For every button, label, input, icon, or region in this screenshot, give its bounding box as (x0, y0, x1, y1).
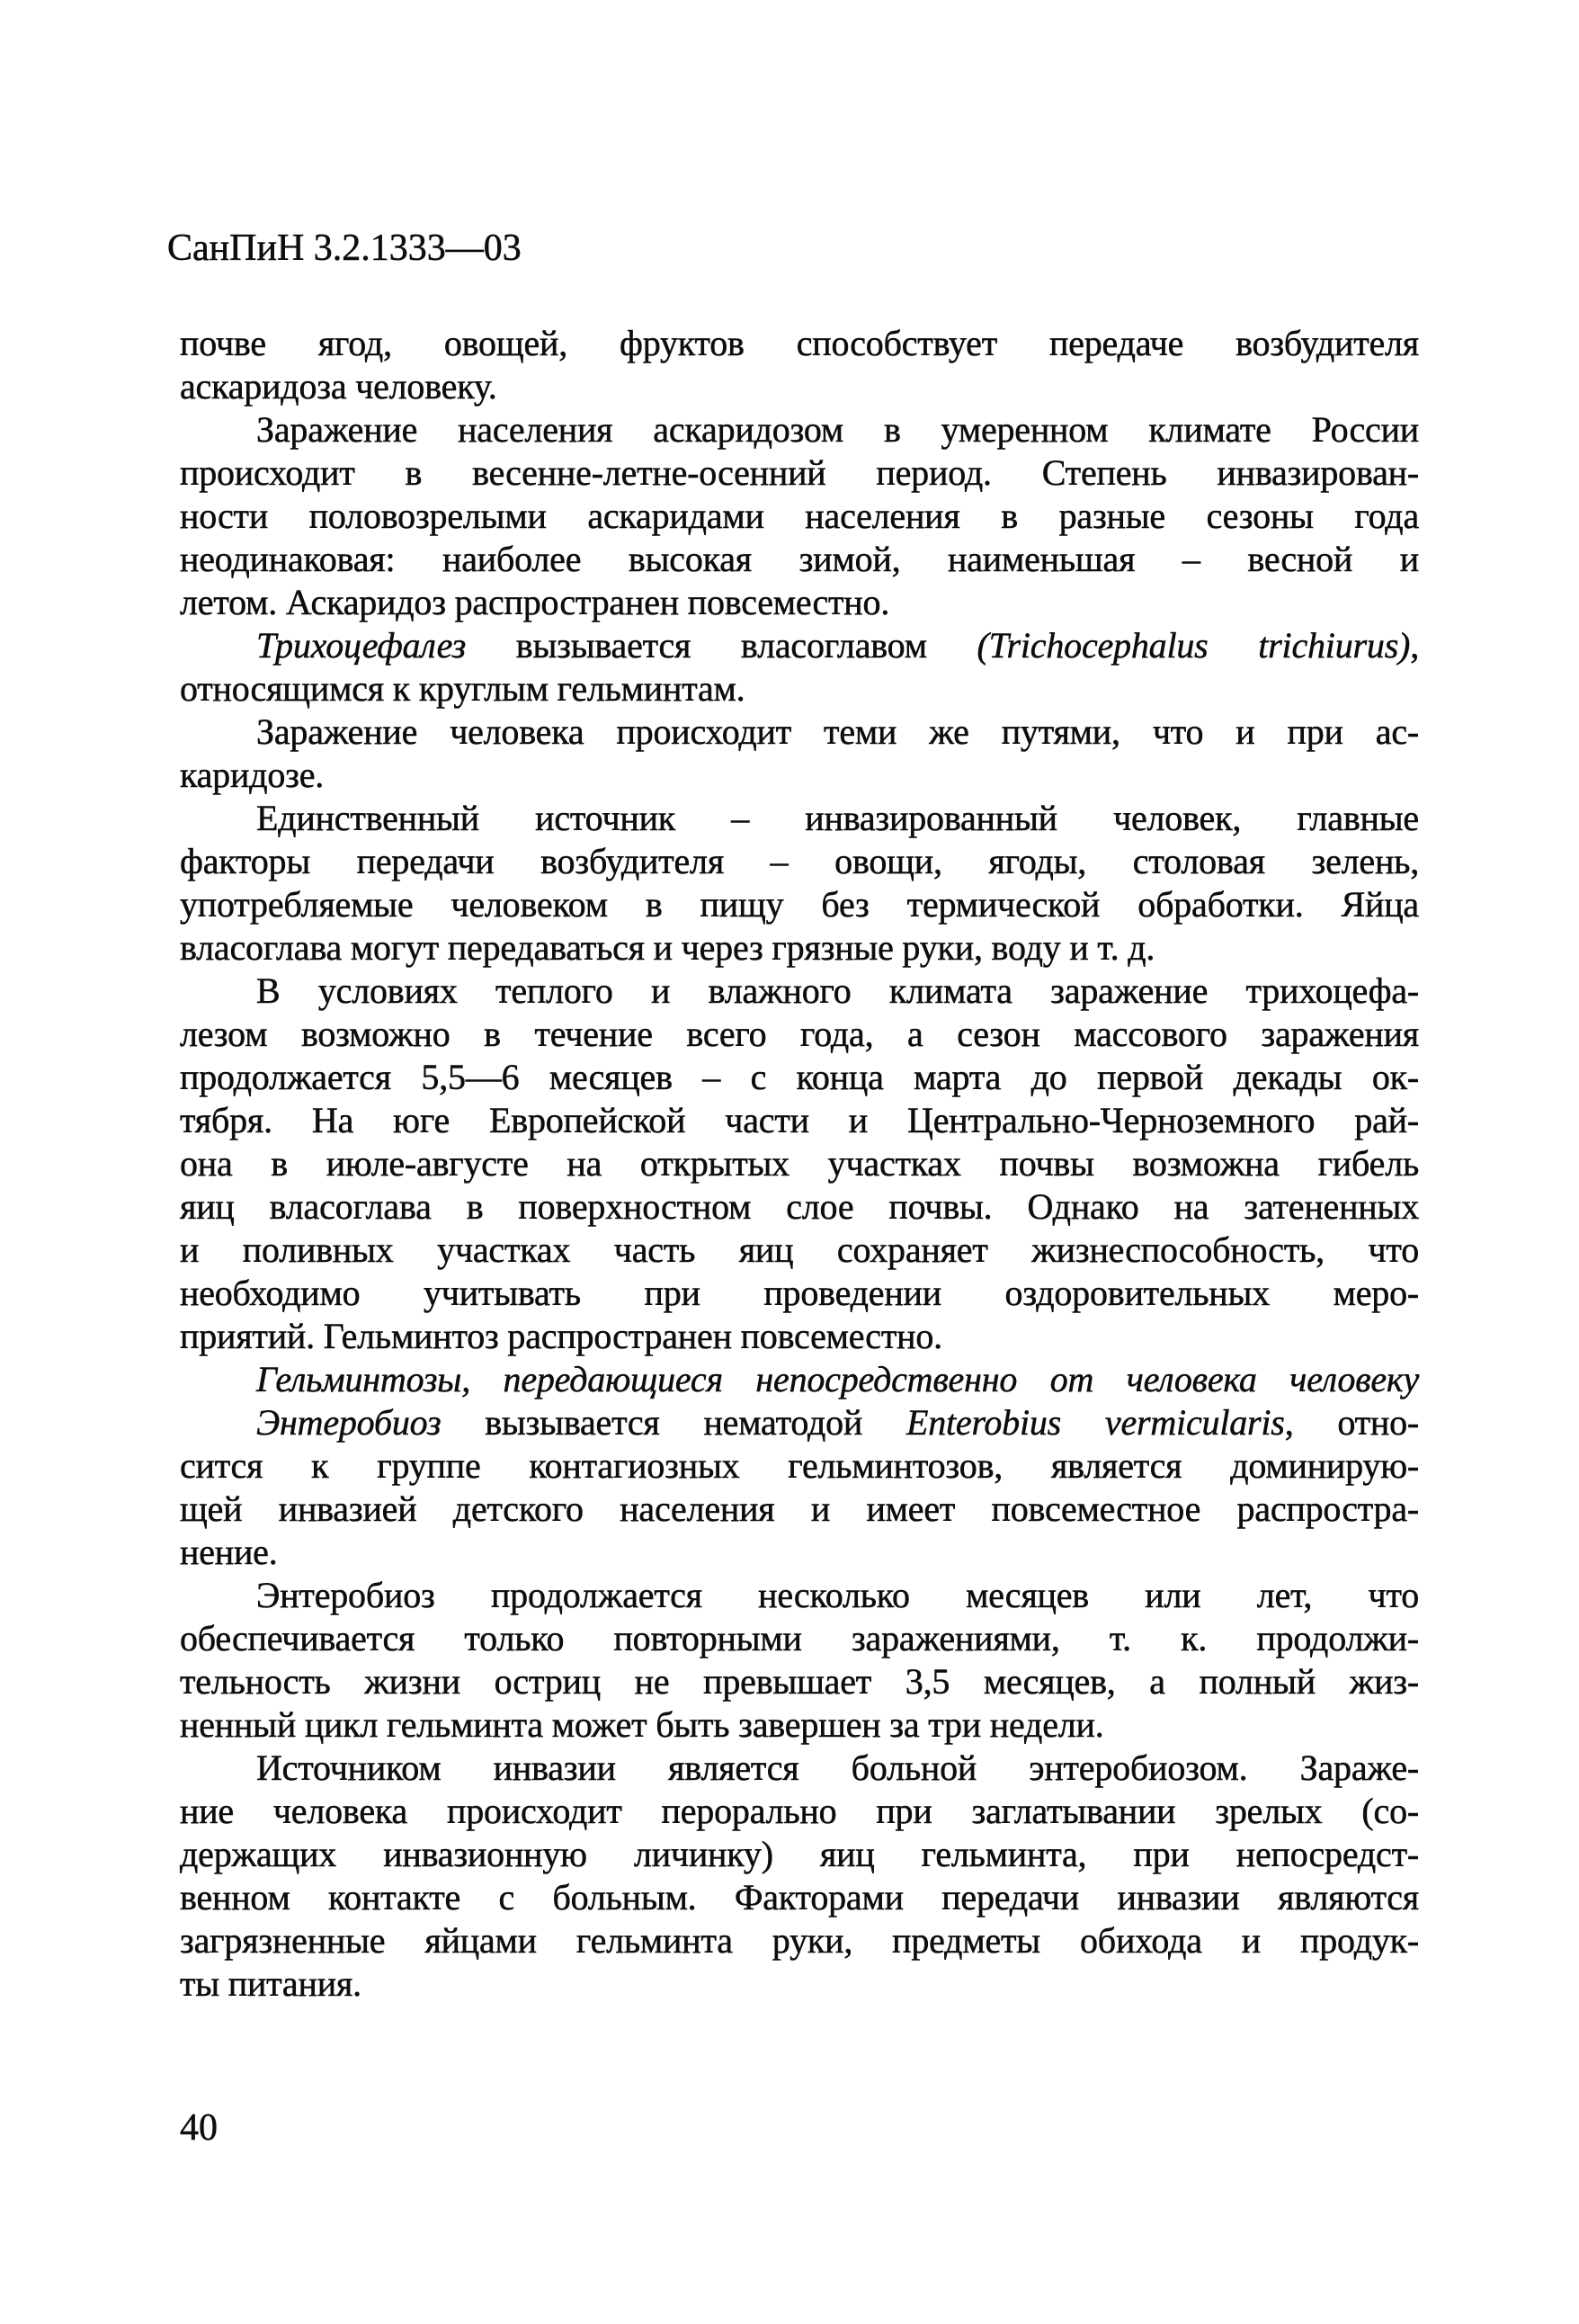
text-segment: вызывается нематодой (441, 1402, 906, 1443)
text-line (180, 1531, 1419, 1574)
text-segment: происходит в весенне-летне-осенний период. Степень инвазирован- (180, 452, 1419, 493)
text-segment: ты питания. (180, 1963, 361, 2004)
text-line (180, 1660, 1419, 1703)
text-segment: , (1410, 625, 1419, 666)
text-segment: ности половозрелыми аскаридами населения в разные сезоны года (180, 496, 1419, 536)
text-line (180, 711, 1419, 754)
text-line (180, 451, 1419, 495)
text-line (180, 1919, 1419, 1962)
italic-text-segment: Enterobius vermicularis (905, 1402, 1285, 1443)
text-line (180, 1315, 1419, 1358)
text-line (180, 970, 1419, 1013)
italic-text-segment: Гельминтозы, передающиеся непосредственно от человека человеку (256, 1359, 1419, 1399)
text-segment: держащих инвазионную личинку) яиц гельминта, при непосредст- (180, 1834, 1419, 1874)
text-segment: нение. (180, 1532, 278, 1572)
text-segment: относящимся к круглым гельминтам. (180, 668, 745, 709)
text-line (180, 408, 1419, 451)
text-segment: сится к группе контагиозных гельминтозов, является доминирую- (180, 1445, 1419, 1486)
text-line (180, 581, 1419, 624)
text-line (180, 1056, 1419, 1099)
text-line (180, 1272, 1419, 1315)
text-segment: неодинаковая: наиболее высокая зимой, наименьшая – весной и (180, 539, 1419, 579)
text-line (180, 840, 1419, 883)
text-segment: власоглава могут передаваться и через грязные руки, воду и т. д. (180, 927, 1155, 968)
text-segment: приятий. Гельминтоз распространен повсеместно. (180, 1316, 942, 1356)
text-line (180, 1747, 1419, 1790)
text-segment: загрязненные яйцами гельминта руки, предметы обихода и продук- (180, 1920, 1419, 1961)
italic-text-segment: Энтеробиоз (256, 1402, 442, 1443)
text-segment: венном контакте с больным. Факторами передачи инвазии являются (180, 1877, 1419, 1917)
text-line (180, 926, 1419, 970)
text-segment: продолжается 5,5—6 месяцев – с конца марта до первой декады ок- (180, 1057, 1419, 1097)
italic-text-segment: Трихоцефалез (256, 625, 467, 666)
text-segment: необходимо учитывать при проведении оздоровительных меро- (180, 1273, 1419, 1313)
text-segment: ненный цикл гельминта может быть завершен за три недели. (180, 1704, 1104, 1745)
text-line (180, 495, 1419, 538)
text-line (180, 1790, 1419, 1833)
text-line (180, 322, 1419, 365)
text-segment: Источником инвазии является больной энтеробиозом. Зараже- (256, 1747, 1419, 1788)
text-segment: ние человека происходит перорально при заглатывании зрелых (со- (180, 1791, 1419, 1831)
text-segment: тября. На юге Европейской части и Центрально-Черноземного рай- (180, 1100, 1419, 1140)
text-segment: почве ягод, овощей, фруктов способствует передаче возбудителя (180, 323, 1419, 363)
text-line (180, 1574, 1419, 1617)
italic-text-segment: (Trichocephalus trichiurus) (977, 625, 1411, 666)
text-segment: лезом возможно в течение всего года, а сезон массового заражения (180, 1014, 1419, 1054)
text-line (180, 797, 1419, 840)
text-segment: щей инвазией детского населения и имеет повсеместное распростра- (180, 1488, 1419, 1529)
text-segment: аскаридоза человеку. (180, 366, 497, 407)
text-line (180, 1229, 1419, 1272)
text-line (180, 538, 1419, 581)
text-line (180, 1876, 1419, 1919)
text-segment: Заражение человека происходит теми же путями, что и при ас- (256, 711, 1419, 752)
text-segment: тельность жизни остриц не превышает 3,5 месяцев, а полный жиз- (180, 1661, 1419, 1702)
text-segment: Заражение населения аскаридозом в умеренном климате России (256, 409, 1419, 450)
text-segment: каридозе. (180, 755, 325, 795)
text-line (180, 1962, 1419, 2006)
text-segment: В условиях теплого и влажного климата заражение трихоцефа- (256, 970, 1419, 1011)
text-line (180, 1142, 1419, 1185)
text-segment: , отно- (1284, 1402, 1420, 1443)
text-line (180, 1488, 1419, 1531)
text-segment: яиц власоглава в поверхностном слое почвы. Однако на затененных (180, 1186, 1419, 1227)
text-line (180, 667, 1419, 711)
text-segment: летом. Аскаридоз распространен повсеместно. (180, 582, 890, 622)
text-line (180, 754, 1419, 797)
text-segment: употребляемые человеком в пищу без термической обработки. Яйца (180, 884, 1419, 925)
text-line (180, 1185, 1419, 1229)
text-segment: и поливных участках часть яиц сохраняет жизнеспособность, что (180, 1229, 1419, 1270)
text-line (180, 624, 1419, 667)
running-header: СанПиН 3.2.1333—03 (167, 228, 522, 269)
text-line (180, 1401, 1419, 1444)
text-segment: она в июле-августе на открытых участках почвы возможна гибель (180, 1143, 1419, 1184)
text-line (180, 1099, 1419, 1142)
text-segment: обеспечивается только повторными заражениями, т. к. продолжи- (180, 1618, 1419, 1658)
text-line (180, 1703, 1419, 1747)
text-segment: Энтеробиоз продолжается несколько месяцев или лет, что (256, 1575, 1419, 1615)
text-line (180, 883, 1419, 926)
page-number: 40 (180, 2107, 218, 2149)
text-segment: вызывается власоглавом (466, 625, 977, 666)
text-segment: факторы передачи возбудителя – овощи, ягоды, столовая зелень, (180, 841, 1419, 881)
text-line (180, 1617, 1419, 1660)
text-line (180, 1358, 1419, 1401)
text-line (180, 1013, 1419, 1056)
text-line (180, 1833, 1419, 1876)
text-line (180, 1444, 1419, 1488)
text-segment: Единственный источник – инвазированный человек, главные (256, 798, 1419, 838)
text-line (180, 365, 1419, 408)
